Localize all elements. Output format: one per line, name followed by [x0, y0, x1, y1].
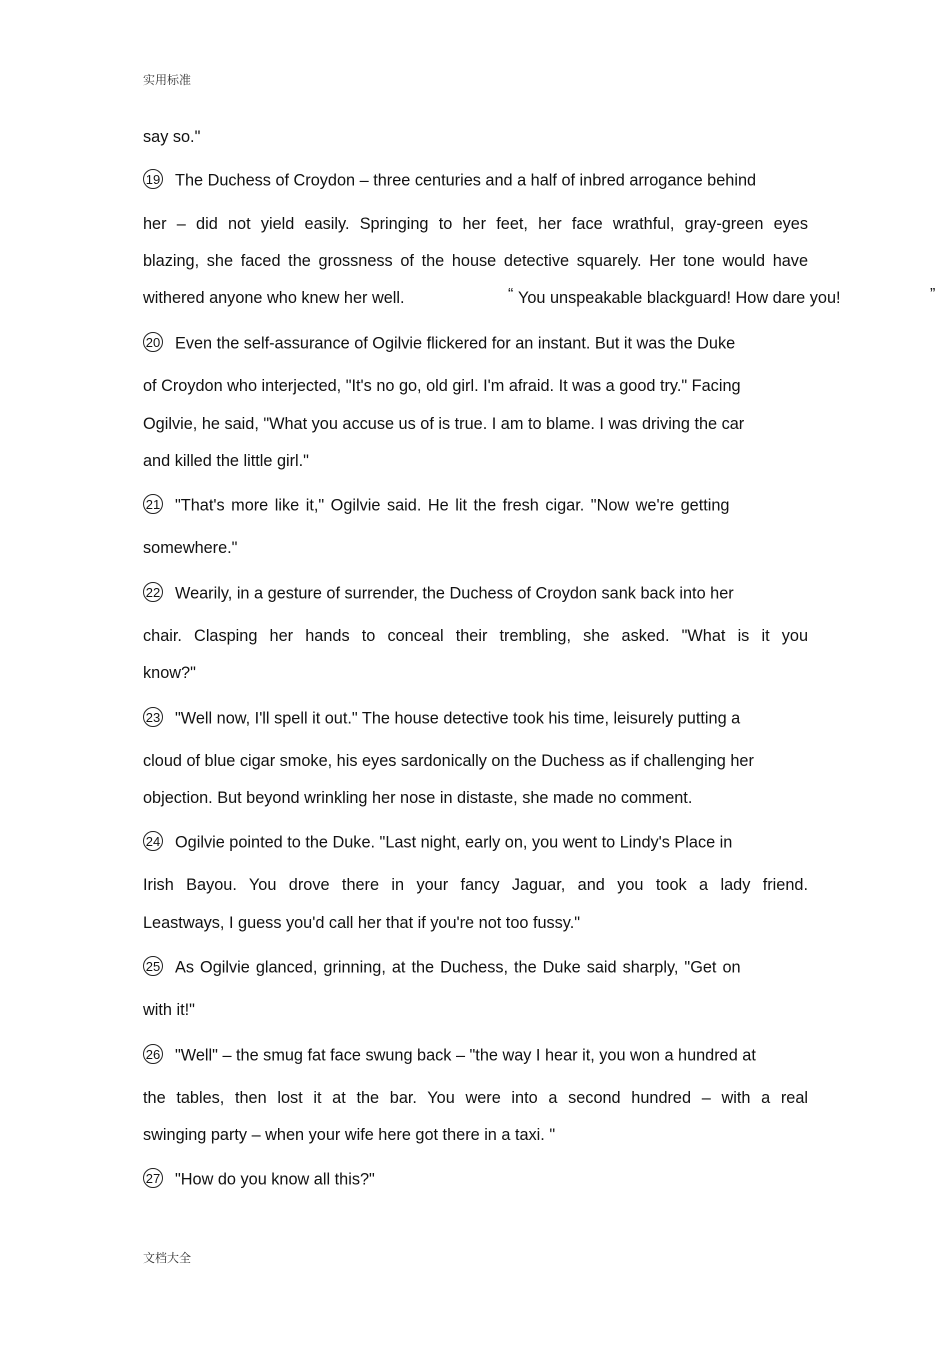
paragraph-number: 24	[143, 831, 163, 851]
paragraph-number: 23	[143, 707, 163, 727]
paragraph-number: 27	[143, 1168, 163, 1188]
text-line: withered anyone who knew her well.	[143, 289, 405, 307]
text-line: of Croydon who interjected, "It's no go, old girl. I'm afraid. It was a good try." Facing	[143, 377, 741, 395]
paragraph-26	[143, 1046, 756, 1066]
text-line: her – did not yield easily. Springing to her feet, her face wrathful, gray-green eyes	[143, 215, 808, 233]
paragraph-number: 22	[143, 582, 163, 602]
text-line: with it!"	[143, 1001, 195, 1019]
paragraph-25	[143, 958, 741, 978]
text-line: Ogilvie, he said, "What you accuse us of is true. I am to blame. I was driving the car	[143, 415, 745, 433]
text-line: and killed the little girl."	[143, 452, 309, 470]
paragraph-number: 25	[143, 956, 163, 976]
text-line: swinging party – when your wife here got there in a taxi. "	[143, 1126, 556, 1144]
text-line: Ogilvie pointed to the Duke. "Last night, early on, you went to Lindy's Place in	[175, 833, 733, 852]
text-line: objection. But beyond wrinkling her nose in distaste, she made no comment.	[143, 789, 693, 807]
paragraph-24	[143, 833, 732, 853]
text-line: know?"	[143, 664, 196, 682]
text-line: Even the self-assurance of Ogilvie flickered for an instant. But it was the Duke	[175, 334, 736, 353]
text-line: somewhere."	[143, 539, 238, 557]
page-footer: 文档大全	[143, 1251, 192, 1265]
paragraph-number: 21	[143, 494, 163, 514]
paragraph-number: 26	[143, 1044, 163, 1064]
text-line: Leastways, I guess you'd call her that if you're not too fussy."	[143, 914, 581, 932]
text-line: the tables, then lost it at the bar. You were into a second hundred – with a real	[143, 1089, 808, 1107]
open-quote: “	[508, 286, 514, 303]
paragraph-22	[143, 584, 734, 604]
paragraph-19	[143, 171, 756, 191]
text-line: cloud of blue cigar smoke, his eyes sardonically on the Duchess as if challenging her	[143, 752, 754, 770]
text-line: say so."	[143, 128, 201, 146]
close-quote: ”	[930, 286, 936, 303]
text-line: "How do you know all this?"	[175, 1170, 375, 1189]
text-line: Wearily, in a gesture of surrender, the Duchess of Croydon sank back into her	[175, 584, 734, 603]
text-line: Irish Bayou. You drove there in your fancy Jaguar, and you took a lady friend.	[143, 876, 808, 894]
paragraph-number: 19	[143, 169, 163, 189]
paragraph-21	[143, 496, 729, 516]
paragraph-number: 20	[143, 332, 163, 352]
text-line: "Well now, I'll spell it out." The house detective took his time, leisurely putting a	[175, 709, 741, 728]
paragraph-27	[143, 1170, 375, 1190]
text-line: "That's more like it," Ogilvie said. He lit the fresh cigar. "Now we're getting	[175, 496, 730, 515]
text-line: chair. Clasping her hands to conceal their trembling, she asked. "What is it you	[143, 627, 808, 645]
text-line: The Duchess of Croydon – three centuries and a half of inbred arrogance behind	[175, 171, 757, 190]
text-line: You unspeakable blackguard! How dare you!	[518, 289, 841, 307]
text-line: As Ogilvie glanced, grinning, at the Duchess, the Duke said sharply, "Get on	[175, 958, 741, 977]
page-header: 实用标准	[143, 73, 192, 87]
paragraph-20	[143, 334, 735, 354]
text-line: "Well" – the smug fat face swung back – "the way I hear it, you won a hundred at	[175, 1046, 756, 1065]
text-line: blazing, she faced the grossness of the house detective squarely. Her tone would have	[143, 252, 808, 270]
paragraph-23	[143, 709, 740, 729]
